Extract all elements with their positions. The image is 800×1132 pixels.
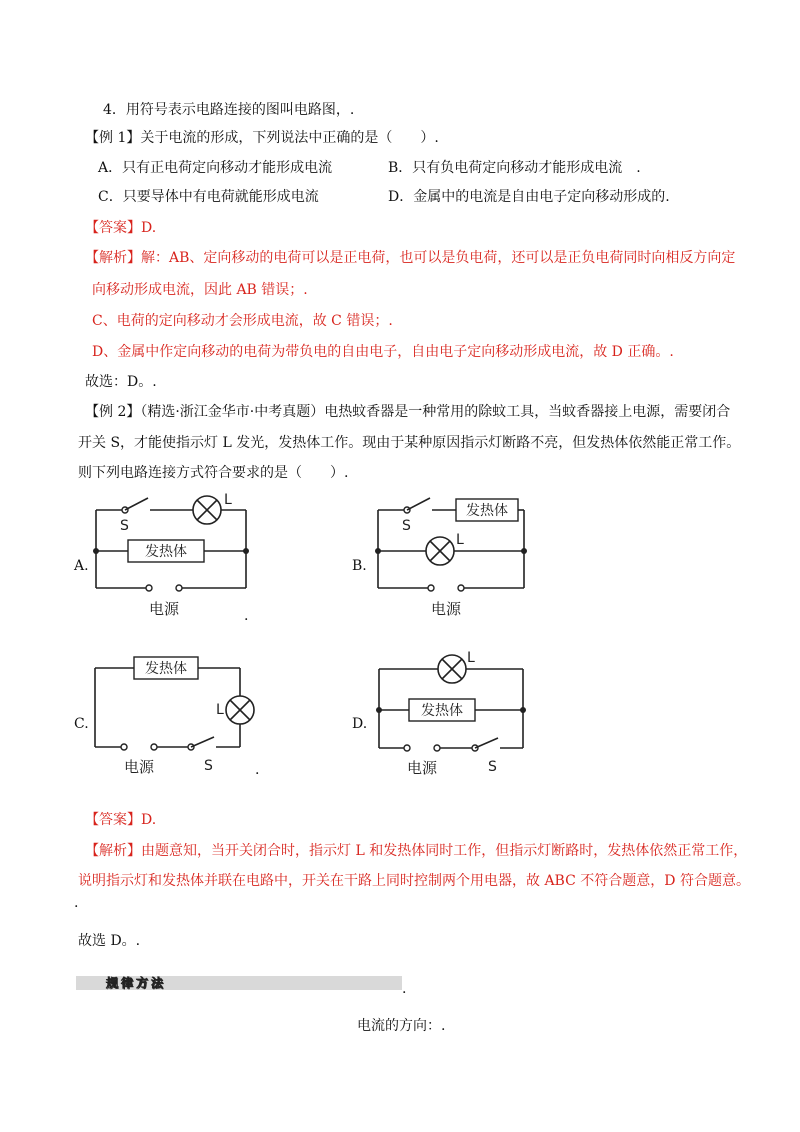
ex2-choice: 故选 D。. — [78, 933, 141, 949]
method-banner-dot: . — [402, 981, 407, 997]
circuit-b-switch-label: S — [402, 518, 411, 534]
ex2-question-line-1 — [85, 402, 730, 422]
ex1-analysis-line-1 — [85, 248, 735, 268]
ex1-analysis-line-4: D、金属中作定向移动的电荷为带负电的自由电子，自由电子定向移动形成电流，故 D 正确。. — [92, 344, 674, 360]
circuit-a-dot: . — [244, 608, 249, 624]
circuit-c-diagram — [90, 650, 265, 780]
circuit-a-heater-label: 发热体 — [145, 544, 187, 560]
current-direction-text: 电流的方向：. — [357, 1018, 446, 1034]
circuit-a-letter: A. — [74, 558, 89, 574]
ex1-option-b: B．只有负电荷定向移动才能形成电流 . — [388, 160, 641, 176]
ex1-choice: 故选：D。. — [85, 374, 157, 390]
ex2-tag: 【例 2】 — [85, 404, 141, 420]
circuit-b-source-label: 电源 — [430, 600, 462, 618]
ex2-analysis-line-1 — [85, 841, 747, 861]
circuit-d-diagram — [372, 645, 542, 780]
ex1-option-d: D．金属中的电流是自由电子定向移动形成的. — [388, 189, 670, 205]
ex2-question-text-1: （精选·浙江金华市·中考真题）电热蚊香器是一种常用的除蚊工具，当蚊香器接上电源，需要闭合 — [140, 404, 731, 420]
ex1-analysis-line-2: 向移动形成电流，因此 AB 错误；. — [92, 282, 308, 298]
circuit-c-dot: . — [255, 762, 260, 778]
ex2-stray-dot: . — [74, 895, 79, 911]
ex1-question: 关于电流的形成，下列说法中正确的是（ ）. — [140, 130, 439, 146]
circuit-c-switch-label: S — [204, 758, 213, 774]
ex1-analysis-text-1: 解：AB、定向移动的电荷可以是正电荷，也可以是负电荷，还可以是正负电荷同时向相反方向定 — [141, 250, 736, 266]
circuit-c-heater-label: 发热体 — [145, 661, 187, 677]
circuit-d-source-label: 电源 — [406, 759, 438, 777]
circuit-a-diagram — [90, 490, 260, 626]
circuit-b-letter: B. — [352, 558, 367, 574]
circuit-b-lamp-label: L — [456, 532, 464, 548]
ex2-answer-value: D. — [141, 812, 157, 828]
ex2-answer — [85, 810, 156, 830]
circuit-a-switch-label: S — [120, 518, 129, 534]
method-banner-label: 规律方法 — [105, 976, 166, 990]
circuit-c-source-label: 电源 — [123, 758, 155, 776]
circuit-d-letter: D. — [352, 716, 368, 732]
ex2-analysis-text-1: 由题意知，当开关闭合时，指示灯 L 和发热体同时工作，但指示灯断路时，发热体依然正常工作， — [141, 843, 748, 859]
ex1-question-line — [85, 128, 439, 148]
circuit-b-diagram — [372, 490, 542, 626]
ex2-analysis-line-2: 说明指示灯和发热体并联在电路中，开关在干路上同时控制两个用电器，故 ABC 不符合题意，D 符合题意。 — [78, 873, 750, 889]
ex1-option-c: C．只要导体中有电荷就能形成电流 — [98, 189, 319, 205]
ex1-tag: 【例 1】 — [85, 130, 141, 146]
ex1-analysis-tag: 【解析】 — [85, 250, 141, 266]
ex2-question-line-2: 开关 S，才能使指示灯 L 发光，发热体工作。现由于某种原因指示灯断路不亮，但发热体依然能正常工作。 — [78, 435, 741, 451]
ex1-option-a: A．只有正电荷定向移动才能形成电流 — [98, 160, 333, 176]
ex2-analysis-tag: 【解析】 — [85, 843, 141, 859]
circuit-b-heater-label: 发热体 — [466, 503, 508, 519]
circuit-c-letter: C. — [74, 716, 89, 732]
circuit-d-heater-label: 发热体 — [421, 703, 463, 719]
circuit-a-lamp-label: L — [224, 492, 232, 508]
method-banner — [76, 976, 402, 990]
circuit-d-lamp-label: L — [467, 650, 475, 666]
ex1-answer-tag: 【答案】 — [85, 220, 141, 236]
ex1-analysis-line-3: C、电荷的定向移动才会形成电流，故 C 错误；. — [92, 313, 393, 329]
intro-text: 4．用符号表示电路连接的图叫电路图，. — [103, 102, 355, 118]
ex2-question-line-3: 则下列电路连接方式符合要求的是（ ）. — [78, 465, 349, 481]
circuit-d-switch-label: S — [488, 759, 497, 775]
circuit-a-source-label: 电源 — [148, 600, 180, 618]
ex1-answer — [85, 218, 156, 238]
ex1-answer-value: D. — [141, 220, 157, 236]
circuit-c-lamp-label: L — [216, 702, 224, 718]
ex2-answer-tag: 【答案】 — [85, 812, 141, 828]
